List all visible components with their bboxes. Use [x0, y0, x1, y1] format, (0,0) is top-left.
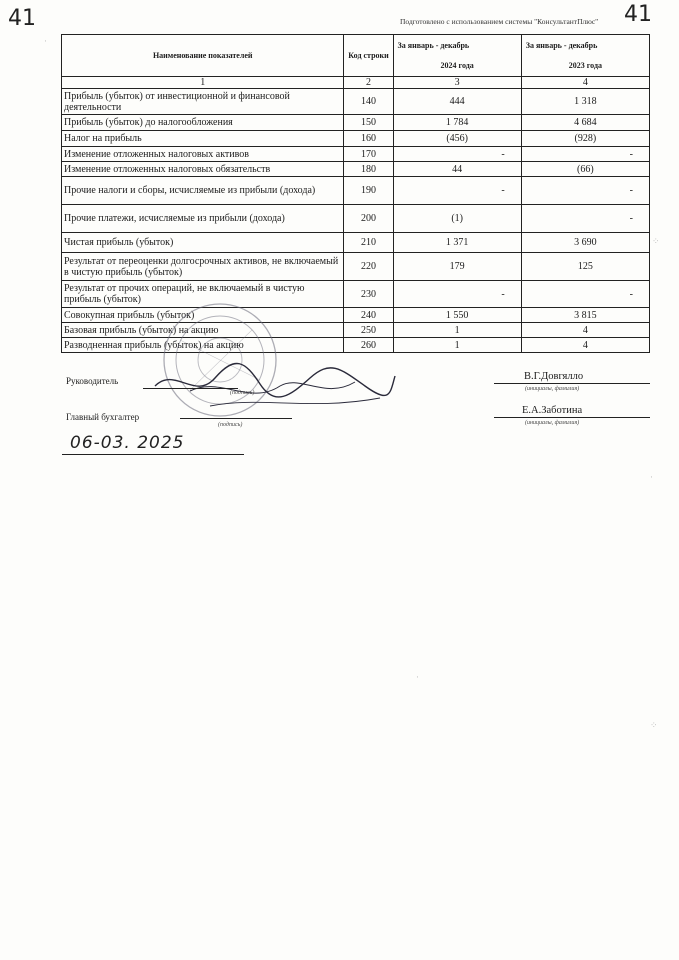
row-name: Разводненная прибыль (убыток) на акцию	[62, 338, 344, 353]
column-number-1: 1	[62, 77, 344, 89]
header-period-2023	[521, 35, 649, 77]
row-value-2024	[393, 281, 521, 308]
table-row	[62, 147, 650, 162]
head-label: Руководитель	[66, 376, 119, 386]
header-code: Код строки	[344, 35, 393, 77]
accountant-name: Е.А.Заботина	[522, 405, 583, 416]
row-name: Налог на прибыль	[62, 131, 344, 147]
row-code: 170	[344, 147, 393, 162]
row-value-2024: 1 550	[393, 308, 521, 323]
column-number-2: 2	[344, 77, 393, 89]
accountant-name-caption: (инициалы, фамилия)	[525, 420, 580, 426]
header-period-2024-range: За январь - декабрь	[397, 41, 470, 50]
prepared-note: Подготовлено с использованием системы "КонсультантПлюс"	[400, 17, 599, 26]
row-name: Изменение отложенных налоговых активов	[62, 147, 344, 162]
row-code: 240	[344, 308, 393, 323]
row-name: Изменение отложенных налоговых обязательств	[62, 162, 344, 177]
row-code: 140	[344, 89, 393, 115]
financial-results-table	[61, 34, 650, 353]
head-name-line	[494, 383, 650, 384]
row-name: Прочие налоги и сборы, исчисляемые из прибыли (дохода)	[62, 177, 344, 205]
row-name: Результат от прочих операций, не включаемый в чистую прибыль (убыток)	[62, 281, 344, 308]
row-code: 260	[344, 338, 393, 353]
row-name: Совокупная прибыль (убыток)	[62, 308, 344, 323]
table-row	[62, 89, 650, 115]
header-period-2023-range: За январь - декабрь	[525, 41, 598, 50]
row-code: 180	[344, 162, 393, 177]
header-name: Наименование показателей	[62, 35, 344, 77]
table-row	[62, 308, 650, 323]
row-value-2024: 179	[393, 253, 521, 281]
row-code: 230	[344, 281, 393, 308]
row-value-2023: 1 318	[521, 89, 649, 115]
page-number-right: 41	[624, 2, 652, 27]
scan-speck: ·	[416, 672, 419, 682]
column-number-row	[62, 77, 650, 89]
row-value-2024: 44	[393, 162, 521, 177]
row-value-2023	[521, 205, 649, 233]
row-name: Чистая прибыль (убыток)	[62, 233, 344, 253]
row-value-2023: 3 815	[521, 308, 649, 323]
table-header-row	[62, 35, 650, 77]
row-value-2023: (928)	[521, 131, 649, 147]
row-code: 210	[344, 233, 393, 253]
row-code: 150	[344, 115, 393, 131]
row-value-2023	[521, 177, 649, 205]
table-row	[62, 253, 650, 281]
dash-value: -	[629, 288, 633, 300]
row-value-2024	[393, 177, 521, 205]
dash-value: -	[629, 213, 633, 224]
row-name: Прибыль (убыток) до налогообложения	[62, 115, 344, 131]
row-value-2023: 4	[521, 338, 649, 353]
row-value-2024: 444	[393, 89, 521, 115]
handwritten-date: 06-03. 2025	[70, 433, 185, 453]
head-name: В.Г.Довгялло	[524, 371, 584, 382]
row-code: 200	[344, 205, 393, 233]
row-value-2024: 1	[393, 338, 521, 353]
date-underline	[62, 454, 244, 455]
row-value-2023: 4	[521, 323, 649, 338]
table-row	[62, 162, 650, 177]
row-value-2023	[521, 281, 649, 308]
scan-speck: ⁘	[650, 720, 658, 730]
column-number-4: 4	[521, 77, 649, 89]
header-period-2023-year: 2023 года	[568, 61, 602, 70]
row-value-2024: 1	[393, 323, 521, 338]
table-row	[62, 323, 650, 338]
row-code: 190	[344, 177, 393, 205]
accountant-signature-line	[180, 418, 292, 419]
page-number-left: 41	[8, 6, 36, 31]
table-row	[62, 338, 650, 353]
row-value-2023: 3 690	[521, 233, 649, 253]
table-row	[62, 131, 650, 147]
accountant-signature-caption: (подпись)	[218, 422, 243, 428]
row-name: Результат от переоценки долгосрочных активов, не включаемый в чистую прибыль (убыток)	[62, 253, 344, 281]
row-code: 250	[344, 323, 393, 338]
dash-value: -	[629, 185, 633, 196]
header-period-2024	[393, 35, 521, 77]
row-value-2023: (66)	[521, 162, 649, 177]
header-period-2024-year: 2024 года	[440, 61, 474, 70]
row-value-2024	[393, 147, 521, 162]
column-number-3: 3	[393, 77, 521, 89]
row-value-2024: 1 784	[393, 115, 521, 131]
signature-scribble	[150, 356, 400, 416]
row-code: 160	[344, 131, 393, 147]
dash-value: -	[501, 288, 505, 300]
table-row	[62, 177, 650, 205]
head-signature-line	[143, 388, 238, 389]
dash-value: -	[501, 148, 505, 160]
row-value-2024: (456)	[393, 131, 521, 147]
row-value-2023: 125	[521, 253, 649, 281]
dash-value: -	[501, 185, 505, 196]
scan-speck: ⁘	[652, 236, 660, 246]
row-name: Прибыль (убыток) от инвестиционной и финансовой деятельности	[62, 89, 344, 115]
accountant-label: Главный бухгалтер	[66, 412, 140, 422]
scan-speck: ·	[44, 36, 47, 46]
row-name: Базовая прибыль (убыток) на акцию	[62, 323, 344, 338]
table-row	[62, 281, 650, 308]
row-value-2024: (1)	[393, 205, 521, 233]
row-code: 220	[344, 253, 393, 281]
head-name-caption: (инициалы, фамилия)	[525, 386, 580, 392]
scan-speck: ·	[650, 472, 653, 482]
row-value-2024: 1 371	[393, 233, 521, 253]
row-name: Прочие платежи, исчисляемые из прибыли (дохода)	[62, 205, 344, 233]
row-value-2023	[521, 147, 649, 162]
table-row	[62, 205, 650, 233]
table-row	[62, 233, 650, 253]
dash-value: -	[629, 148, 633, 160]
head-signature-caption: (подпись)	[230, 390, 255, 396]
table-row	[62, 115, 650, 131]
row-value-2023: 4 684	[521, 115, 649, 131]
accountant-name-line	[494, 417, 650, 418]
